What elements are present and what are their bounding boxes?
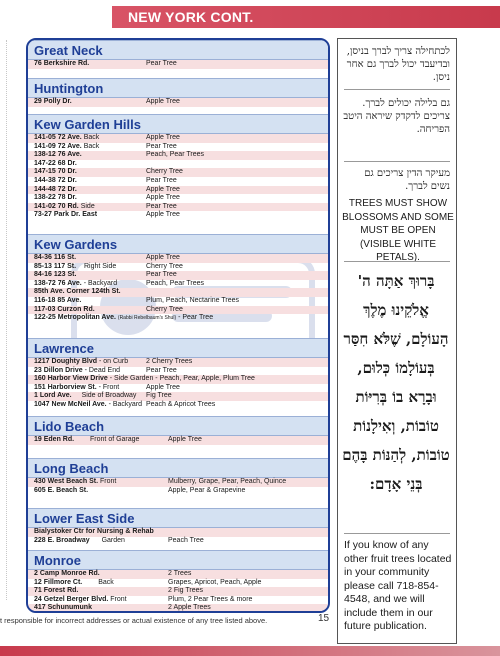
tree-types: Peach, Pear Trees <box>146 151 204 159</box>
tree-types: Plum, 2 Pear Trees & more <box>168 595 253 603</box>
list-item <box>28 358 328 367</box>
tree-types: 2 Trees <box>168 570 192 577</box>
address: 76 Berkshire Rd. <box>34 60 90 67</box>
divider <box>344 161 450 162</box>
tree-types: Apple Tree <box>146 254 180 261</box>
section-lawrence <box>28 338 328 410</box>
section-heading: Kew Gardens <box>28 234 328 254</box>
list-item <box>28 143 328 152</box>
page-edge-divider <box>0 40 7 600</box>
hebrew-note-women: מעיקר הדין צריכים גם נשים לברך. <box>364 168 450 192</box>
address: 29 Polly Dr. <box>34 98 72 105</box>
address: 141-05 72 Ave. Back <box>34 134 100 141</box>
tree-types: Pear Tree <box>146 202 177 210</box>
section-great-neck <box>28 40 328 69</box>
tree-types: Grapes, Apricot, Peach, Apple <box>168 578 262 586</box>
tree-types: Apple, Pear & Grapevine <box>168 486 246 494</box>
address: 24 Getzel Berger Blvd. Front <box>34 595 127 603</box>
list-item <box>28 297 328 306</box>
page-banner <box>112 6 500 28</box>
address: 144-38 72 Dr. <box>34 176 77 184</box>
banner-title: NEW YORK CONT. <box>128 9 254 25</box>
section-heading: Lido Beach <box>28 416 328 436</box>
section-heading: Huntington <box>28 78 328 98</box>
address: 147-15 70 Dr. <box>34 168 77 176</box>
list-item <box>28 478 328 487</box>
address: 84-36 116 St. <box>34 254 77 261</box>
tree-types: Peach, Pear Trees <box>146 279 204 287</box>
address: 1217 Doughty Blvd - on Curb <box>34 358 129 365</box>
tree-types: Pear Tree <box>146 60 177 67</box>
address: 71 Forest Rd. <box>34 587 79 595</box>
section-heading: Long Beach <box>28 458 328 478</box>
address: 116-18 85 Ave. <box>34 296 82 304</box>
tree-types: Cherry Tree <box>146 305 183 313</box>
list-item <box>28 604 328 613</box>
list-item <box>28 288 328 297</box>
address: 12 Fillmore Ct. Back <box>34 578 114 586</box>
section-heading: Kew Garden Hills <box>28 114 328 134</box>
address: 138-22 78 Dr. <box>34 194 77 202</box>
address: 138-12 76 Ave. <box>34 151 82 159</box>
halacha-sidebar <box>337 38 457 644</box>
list-item <box>28 194 328 203</box>
list-item <box>28 151 328 160</box>
section-monroe <box>28 550 328 613</box>
tree-types: Pear Tree <box>146 176 177 184</box>
tree-types: Mulberry, Grape, Pear, Peach, Quince <box>168 478 287 485</box>
tree-types: Fig Tree <box>146 392 172 400</box>
list-item <box>28 392 328 401</box>
disclaimer: t responsible for incorrect addresses or actual existence of any tree listed above. <box>0 616 268 625</box>
blossom-requirement-note: TREES MUST SHOW BLOSSOMS AND SOME MUST BE OPEN (VISIBLE WHITE PETALS). <box>342 198 454 263</box>
tree-types: 2 Cherry Trees <box>146 358 193 365</box>
list-item <box>28 596 328 605</box>
list-item <box>28 314 328 323</box>
address: 417 Schunumunk <box>34 604 92 612</box>
tree-types: Plum, Peach, Nectarine Trees <box>146 296 239 304</box>
list-item <box>28 306 328 315</box>
list-item <box>28 160 328 169</box>
list-item <box>28 487 328 496</box>
contact-note: If you know of any other fruit trees located in your community please call 718-854-4548, and we will include them in our future publication. <box>344 539 452 632</box>
address: 430 West Beach St. Front <box>34 478 117 485</box>
address: 141-09 72 Ave. Back <box>34 142 100 150</box>
tree-types: 2 Apple Trees <box>168 604 211 612</box>
tree-types: Apple Tree <box>146 185 180 193</box>
address: 117-03 Curzon Rd. <box>34 305 95 313</box>
list-item <box>28 60 328 69</box>
tree-types: Peach & Apricot Trees <box>146 400 216 408</box>
address: 85th Ave. Corner 124th St. <box>34 288 121 296</box>
hebrew-note-timing: לכתחילה צריך לברך בניסן, ובדיעבד יכול לברך גם אחר ניסן. <box>346 46 450 83</box>
section-lower-east-side <box>28 508 328 545</box>
tree-types: Apple Tree <box>146 383 180 391</box>
address: 122-25 Metropolitan Ave. (Rabbi Rebelbaum's Shul) - Pear Tree <box>34 314 214 322</box>
list-item <box>28 203 328 212</box>
list-item <box>28 186 328 195</box>
list-item <box>28 570 328 579</box>
list-item <box>28 280 328 289</box>
address: 138-72 76 Ave. - Backyard <box>34 279 118 287</box>
list-item <box>28 401 328 410</box>
tree-types: Apple Tree <box>146 98 180 105</box>
tree-types: Apple Tree <box>146 211 180 219</box>
tree-types: Pear Tree <box>146 366 177 374</box>
section-heading: Great Neck <box>28 40 328 60</box>
address: 1 Lord Ave. Side of Broadway <box>34 392 137 400</box>
list-item <box>28 579 328 588</box>
address: 160 Harbor View Drive - Side Garden - Peach, Pear, Apple, Plum Tree <box>34 375 255 383</box>
section-heading: Lawrence <box>28 338 328 358</box>
address: 19 Eden Rd. Front of Garage <box>34 436 140 443</box>
section-kew-gardens <box>28 234 328 323</box>
address: 147-22 68 Dr. <box>34 159 77 167</box>
list-item <box>28 537 328 546</box>
list-item <box>28 367 328 376</box>
section-heading: Lower East Side <box>28 508 328 528</box>
hebrew-note-night: גם בלילה יכולים לברך. צריכים לדקדק שיראה היטב הפריחה. <box>343 98 450 135</box>
tree-types: Apple Tree <box>168 436 202 443</box>
list-item <box>28 436 328 445</box>
list-item <box>28 528 328 537</box>
tree-listing-box <box>26 38 330 613</box>
bottom-decoration <box>0 646 500 656</box>
divider <box>344 533 450 534</box>
address: 73-27 Park Dr. East <box>34 211 98 219</box>
tree-types: Apple Tree <box>146 194 180 202</box>
address: 23 Dillon Drive - Dead End <box>34 366 121 374</box>
list-item <box>28 98 328 107</box>
tree-types: Peach Tree <box>168 536 204 544</box>
tree-types: 2 Fig Trees <box>168 587 204 595</box>
divider <box>344 261 450 262</box>
list-item <box>28 271 328 280</box>
list-item <box>28 587 328 596</box>
list-item <box>28 134 328 143</box>
list-item <box>28 168 328 177</box>
list-item <box>28 375 328 384</box>
section-lido-beach <box>28 416 328 445</box>
section-long-beach <box>28 458 328 495</box>
divider <box>344 89 450 90</box>
address: 141-02 70 Rd. Side <box>34 202 95 210</box>
address: 84-16 123 St. <box>34 271 77 279</box>
tree-types: Cherry Tree <box>146 168 183 176</box>
list-item <box>28 254 328 263</box>
list-item <box>28 211 328 220</box>
address: 1047 New McNeil Ave. - Backyard <box>34 400 143 408</box>
tree-types: Pear Tree <box>146 271 177 279</box>
list-item <box>28 177 328 186</box>
address: 228 E. Broadway Garden <box>34 536 125 544</box>
section-huntington <box>28 78 328 107</box>
tree-types: Cherry Tree <box>146 262 183 270</box>
address: 605 E. Beach St. <box>34 486 89 494</box>
list-item <box>28 384 328 393</box>
address: Bialystoker Ctr for Nursing & Rehab <box>34 528 154 535</box>
page-number: 15 <box>318 613 330 624</box>
section-heading: Monroe <box>28 550 328 570</box>
section-kew-garden-hills <box>28 114 328 220</box>
list-item <box>28 263 328 272</box>
birchas-ilanos-blessing: בָּרוּךְ אַתָּה ה' אֱלֹקֵינוּ מֶלֶךְ הָעוֹלָם, שֶׁלֹּא חִסַּר בְּעוֹלָמוֹ כְּלוּם, וּבָרָא בוֹ בְּרִיּוֹת טוֹבוֹת, וְאִילָנוֹת טוֹבוֹת, לְהַנּוֹת בָּהֶם בְּנֵי אָדָם: <box>342 272 450 493</box>
tree-types: Pear Tree <box>146 142 177 150</box>
address: 2 Camp Monroe Rd. <box>34 570 100 577</box>
address: 151 Harborview St. - Front <box>34 383 120 391</box>
tree-types: Apple Tree <box>146 134 180 141</box>
address: 144-48 72 Dr. <box>34 185 77 193</box>
address: 85-13 117 St. Right Side <box>34 262 117 270</box>
